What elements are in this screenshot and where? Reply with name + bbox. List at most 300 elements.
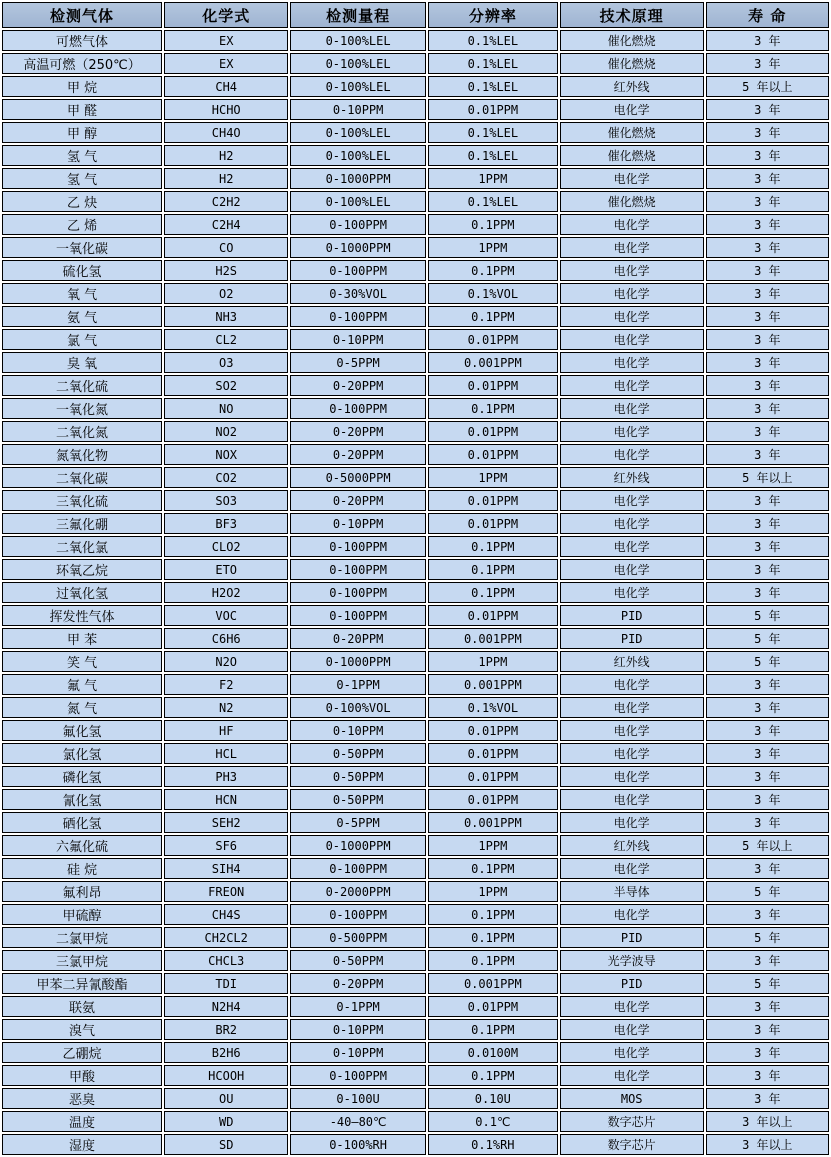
cell-gas: 湿度 — [2, 1134, 162, 1155]
cell-principle: 电化学 — [560, 858, 704, 879]
cell-lifespan: 3 年 — [706, 145, 829, 166]
cell-gas: 可燃气体 — [2, 30, 162, 51]
table-row — [2, 651, 829, 672]
cell-range: 0-20PPM — [290, 628, 426, 649]
cell-principle: 电化学 — [560, 352, 704, 373]
cell-resolution: 0.001PPM — [428, 352, 558, 373]
cell-formula: CH4 — [164, 76, 288, 97]
table-row — [2, 122, 829, 143]
cell-lifespan: 5 年 — [706, 927, 829, 948]
table-row — [2, 904, 829, 925]
table-row — [2, 743, 829, 764]
cell-gas: 恶臭 — [2, 1088, 162, 1109]
cell-lifespan: 5 年 — [706, 973, 829, 994]
table-row — [2, 536, 829, 557]
cell-resolution: 1PPM — [428, 237, 558, 258]
cell-resolution: 0.001PPM — [428, 628, 558, 649]
table-row — [2, 214, 829, 235]
cell-resolution: 0.1%LEL — [428, 122, 558, 143]
column-header-principle: 技术原理 — [560, 2, 704, 28]
cell-lifespan: 3 年 — [706, 306, 829, 327]
cell-gas: 二氧化氮 — [2, 421, 162, 442]
cell-resolution: 0.1PPM — [428, 559, 558, 580]
cell-gas: 二氧化硫 — [2, 375, 162, 396]
table-row — [2, 53, 829, 74]
cell-lifespan: 3 年 — [706, 559, 829, 580]
cell-range: 0-100%LEL — [290, 122, 426, 143]
cell-gas: 磷化氢 — [2, 766, 162, 787]
cell-range: 0-100%LEL — [290, 76, 426, 97]
cell-gas: 氰化氢 — [2, 789, 162, 810]
cell-gas: 氟化氢 — [2, 720, 162, 741]
cell-range: 0-50PPM — [290, 950, 426, 971]
cell-formula: HCOOH — [164, 1065, 288, 1086]
cell-formula: CO2 — [164, 467, 288, 488]
table-row — [2, 444, 829, 465]
cell-range: 0-20PPM — [290, 421, 426, 442]
cell-lifespan: 3 年 — [706, 674, 829, 695]
cell-range: 0-30%VOL — [290, 283, 426, 304]
cell-formula: SEH2 — [164, 812, 288, 833]
cell-formula: NOX — [164, 444, 288, 465]
cell-gas: 乙硼烷 — [2, 1042, 162, 1063]
cell-formula: EX — [164, 53, 288, 74]
cell-formula: TDI — [164, 973, 288, 994]
cell-formula: HCN — [164, 789, 288, 810]
cell-formula: SD — [164, 1134, 288, 1155]
cell-range: 0-100%LEL — [290, 191, 426, 212]
cell-range: 0-10PPM — [290, 720, 426, 741]
cell-lifespan: 3 年 — [706, 582, 829, 603]
cell-gas: 甲 烷 — [2, 76, 162, 97]
cell-principle: 电化学 — [560, 1065, 704, 1086]
cell-principle: 电化学 — [560, 1019, 704, 1040]
table-row — [2, 628, 829, 649]
cell-formula: H2O2 — [164, 582, 288, 603]
cell-range: 0-10PPM — [290, 329, 426, 350]
cell-lifespan: 3 年 — [706, 53, 829, 74]
cell-formula: BR2 — [164, 1019, 288, 1040]
cell-principle: 电化学 — [560, 490, 704, 511]
cell-range: 0-100PPM — [290, 214, 426, 235]
cell-range: 0-1000PPM — [290, 835, 426, 856]
table-row — [2, 99, 829, 120]
cell-formula: SO2 — [164, 375, 288, 396]
cell-resolution: 0.1%LEL — [428, 145, 558, 166]
cell-principle: 电化学 — [560, 168, 704, 189]
cell-principle: 电化学 — [560, 421, 704, 442]
cell-formula: CH4S — [164, 904, 288, 925]
cell-resolution: 1PPM — [428, 168, 558, 189]
cell-gas: 三氯甲烷 — [2, 950, 162, 971]
cell-range: 0-100PPM — [290, 559, 426, 580]
cell-principle: 催化燃烧 — [560, 145, 704, 166]
cell-gas: 氨 气 — [2, 306, 162, 327]
table-row — [2, 697, 829, 718]
table-row — [2, 490, 829, 511]
cell-formula: NH3 — [164, 306, 288, 327]
cell-range: 0-100PPM — [290, 582, 426, 603]
cell-range: 0-100PPM — [290, 605, 426, 626]
cell-range: 0-10PPM — [290, 1042, 426, 1063]
cell-lifespan: 3 年 — [706, 697, 829, 718]
cell-resolution: 1PPM — [428, 467, 558, 488]
table-row — [2, 1065, 829, 1086]
cell-lifespan: 3 年 — [706, 30, 829, 51]
cell-gas: 一氧化碳 — [2, 237, 162, 258]
cell-formula: HF — [164, 720, 288, 741]
header-row — [2, 2, 829, 28]
cell-gas: 甲 醛 — [2, 99, 162, 120]
cell-gas: 笑 气 — [2, 651, 162, 672]
cell-lifespan: 3 年 — [706, 513, 829, 534]
cell-resolution: 0.01PPM — [428, 766, 558, 787]
cell-gas: 挥发性气体 — [2, 605, 162, 626]
cell-gas: 乙 炔 — [2, 191, 162, 212]
cell-range: 0-100%VOL — [290, 697, 426, 718]
cell-formula: VOC — [164, 605, 288, 626]
table-row — [2, 559, 829, 580]
cell-resolution: 0.01PPM — [428, 605, 558, 626]
cell-range: 0-100%LEL — [290, 145, 426, 166]
cell-lifespan: 3 年 — [706, 99, 829, 120]
cell-range: 0-100PPM — [290, 260, 426, 281]
cell-resolution: 0.1PPM — [428, 260, 558, 281]
cell-gas: 甲 醇 — [2, 122, 162, 143]
cell-formula: SF6 — [164, 835, 288, 856]
table-row — [2, 1088, 829, 1109]
cell-gas: 过氧化氢 — [2, 582, 162, 603]
table-row — [2, 283, 829, 304]
cell-range: 0-10PPM — [290, 513, 426, 534]
cell-lifespan: 3 年 — [706, 421, 829, 442]
cell-formula: B2H6 — [164, 1042, 288, 1063]
cell-gas: 硅 烷 — [2, 858, 162, 879]
cell-formula: WD — [164, 1111, 288, 1132]
table-row — [2, 237, 829, 258]
cell-formula: CLO2 — [164, 536, 288, 557]
cell-range: 0-100%RH — [290, 1134, 426, 1155]
cell-range: 0-1PPM — [290, 674, 426, 695]
cell-range: 0-20PPM — [290, 375, 426, 396]
cell-range: 0-20PPM — [290, 973, 426, 994]
cell-resolution: 1PPM — [428, 835, 558, 856]
cell-principle: 电化学 — [560, 260, 704, 281]
table-row — [2, 605, 829, 626]
cell-resolution: 0.01PPM — [428, 99, 558, 120]
cell-resolution: 0.10U — [428, 1088, 558, 1109]
cell-gas: 联氨 — [2, 996, 162, 1017]
cell-principle: 电化学 — [560, 99, 704, 120]
cell-principle: 数字芯片 — [560, 1111, 704, 1132]
table-row — [2, 76, 829, 97]
cell-principle: 催化燃烧 — [560, 191, 704, 212]
cell-lifespan: 5 年 — [706, 605, 829, 626]
cell-formula: C6H6 — [164, 628, 288, 649]
cell-gas: 一氧化氮 — [2, 398, 162, 419]
table-row — [2, 582, 829, 603]
cell-range: 0-1000PPM — [290, 237, 426, 258]
cell-formula: CH2CL2 — [164, 927, 288, 948]
cell-formula: FREON — [164, 881, 288, 902]
cell-lifespan: 3 年 — [706, 214, 829, 235]
cell-range: 0-50PPM — [290, 789, 426, 810]
cell-principle: 电化学 — [560, 306, 704, 327]
cell-lifespan: 3 年 — [706, 743, 829, 764]
cell-resolution: 0.01PPM — [428, 743, 558, 764]
cell-formula: N2O — [164, 651, 288, 672]
cell-resolution: 0.1%LEL — [428, 76, 558, 97]
cell-formula: HCL — [164, 743, 288, 764]
cell-formula: N2 — [164, 697, 288, 718]
cell-principle: 电化学 — [560, 812, 704, 833]
table-row — [2, 1019, 829, 1040]
table-row — [2, 145, 829, 166]
cell-formula: ETO — [164, 559, 288, 580]
cell-principle: 红外线 — [560, 835, 704, 856]
cell-lifespan: 3 年 — [706, 237, 829, 258]
cell-resolution: 0.001PPM — [428, 812, 558, 833]
cell-lifespan: 3 年 — [706, 720, 829, 741]
table-row — [2, 329, 829, 350]
cell-formula: H2 — [164, 145, 288, 166]
cell-formula: HCHO — [164, 99, 288, 120]
cell-gas: 温度 — [2, 1111, 162, 1132]
cell-resolution: 0.01PPM — [428, 513, 558, 534]
cell-principle: 红外线 — [560, 651, 704, 672]
cell-principle: 电化学 — [560, 996, 704, 1017]
cell-resolution: 0.1PPM — [428, 306, 558, 327]
cell-gas: 氧 气 — [2, 283, 162, 304]
cell-range: 0-2000PPM — [290, 881, 426, 902]
cell-formula: O2 — [164, 283, 288, 304]
cell-gas: 硫化氢 — [2, 260, 162, 281]
cell-resolution: 0.0100M — [428, 1042, 558, 1063]
cell-range: 0-100%LEL — [290, 30, 426, 51]
cell-formula: PH3 — [164, 766, 288, 787]
cell-formula: O3 — [164, 352, 288, 373]
cell-resolution: 0.1PPM — [428, 927, 558, 948]
cell-lifespan: 3 年 — [706, 536, 829, 557]
cell-lifespan: 3 年 — [706, 329, 829, 350]
cell-lifespan: 3 年 — [706, 260, 829, 281]
cell-lifespan: 3 年 — [706, 191, 829, 212]
cell-range: 0-100PPM — [290, 858, 426, 879]
cell-range: 0-10PPM — [290, 99, 426, 120]
cell-range: 0-50PPM — [290, 743, 426, 764]
cell-resolution: 0.1%LEL — [428, 30, 558, 51]
cell-resolution: 0.01PPM — [428, 421, 558, 442]
cell-range: 0-20PPM — [290, 444, 426, 465]
table-row — [2, 766, 829, 787]
cell-resolution: 0.01PPM — [428, 490, 558, 511]
table-header — [2, 2, 829, 28]
cell-resolution: 0.1%LEL — [428, 191, 558, 212]
table-row — [2, 421, 829, 442]
table-row — [2, 950, 829, 971]
cell-lifespan: 3 年以上 — [706, 1111, 829, 1132]
cell-resolution: 0.01PPM — [428, 444, 558, 465]
cell-lifespan: 5 年 — [706, 651, 829, 672]
cell-gas: 二氧化碳 — [2, 467, 162, 488]
cell-lifespan: 3 年 — [706, 996, 829, 1017]
cell-principle: 电化学 — [560, 536, 704, 557]
cell-lifespan: 3 年 — [706, 1019, 829, 1040]
cell-formula: BF3 — [164, 513, 288, 534]
cell-lifespan: 3 年 — [706, 444, 829, 465]
cell-principle: 电化学 — [560, 582, 704, 603]
cell-principle: 半导体 — [560, 881, 704, 902]
table-row — [2, 168, 829, 189]
cell-range: 0-1000PPM — [290, 168, 426, 189]
cell-lifespan: 3 年 — [706, 950, 829, 971]
cell-principle: 电化学 — [560, 766, 704, 787]
cell-resolution: 1PPM — [428, 881, 558, 902]
cell-formula: C2H4 — [164, 214, 288, 235]
cell-resolution: 0.01PPM — [428, 329, 558, 350]
cell-gas: 高温可燃（250℃） — [2, 53, 162, 74]
cell-lifespan: 3 年 — [706, 858, 829, 879]
cell-lifespan: 5 年以上 — [706, 467, 829, 488]
cell-gas: 甲硫醇 — [2, 904, 162, 925]
table-row — [2, 398, 829, 419]
cell-principle: 电化学 — [560, 674, 704, 695]
cell-resolution: 0.01PPM — [428, 789, 558, 810]
cell-gas: 甲苯二异氰酸酯 — [2, 973, 162, 994]
cell-resolution: 0.1PPM — [428, 582, 558, 603]
cell-formula: H2S — [164, 260, 288, 281]
cell-formula: CH4O — [164, 122, 288, 143]
cell-formula: OU — [164, 1088, 288, 1109]
cell-principle: 催化燃烧 — [560, 30, 704, 51]
table-row — [2, 789, 829, 810]
cell-gas: 二氯甲烷 — [2, 927, 162, 948]
cell-gas: 氯 气 — [2, 329, 162, 350]
cell-range: 0-5PPM — [290, 812, 426, 833]
cell-lifespan: 5 年以上 — [706, 835, 829, 856]
table-row — [2, 1111, 829, 1132]
cell-gas: 臭 氧 — [2, 352, 162, 373]
cell-range: 0-20PPM — [290, 490, 426, 511]
cell-principle: 红外线 — [560, 467, 704, 488]
cell-resolution: 0.1PPM — [428, 1065, 558, 1086]
cell-principle: 电化学 — [560, 398, 704, 419]
cell-formula: N2H4 — [164, 996, 288, 1017]
cell-resolution: 0.1%VOL — [428, 697, 558, 718]
cell-lifespan: 3 年 — [706, 1042, 829, 1063]
cell-gas: 氮氧化物 — [2, 444, 162, 465]
cell-range: 0-100PPM — [290, 398, 426, 419]
column-header-gas: 检测气体 — [2, 2, 162, 28]
table-row — [2, 1134, 829, 1155]
cell-resolution: 0.1PPM — [428, 1019, 558, 1040]
cell-principle: 红外线 — [560, 76, 704, 97]
cell-range: 0-5PPM — [290, 352, 426, 373]
cell-principle: PID — [560, 605, 704, 626]
cell-formula: C2H2 — [164, 191, 288, 212]
cell-resolution: 0.001PPM — [428, 973, 558, 994]
cell-principle: PID — [560, 628, 704, 649]
cell-lifespan: 3 年 — [706, 122, 829, 143]
cell-range: 0-100PPM — [290, 536, 426, 557]
cell-gas: 环氧乙烷 — [2, 559, 162, 580]
cell-resolution: 0.1PPM — [428, 904, 558, 925]
table-row — [2, 513, 829, 534]
table-row — [2, 881, 829, 902]
cell-lifespan: 3 年 — [706, 904, 829, 925]
table-row — [2, 674, 829, 695]
cell-lifespan: 3 年 — [706, 490, 829, 511]
cell-range: 0-100PPM — [290, 1065, 426, 1086]
column-header-range: 检测量程 — [290, 2, 426, 28]
cell-principle: 电化学 — [560, 720, 704, 741]
cell-lifespan: 5 年以上 — [706, 76, 829, 97]
table-row — [2, 835, 829, 856]
cell-range: 0-100%LEL — [290, 53, 426, 74]
cell-lifespan: 5 年 — [706, 881, 829, 902]
table-row — [2, 927, 829, 948]
cell-gas: 三氟化硼 — [2, 513, 162, 534]
table-row — [2, 260, 829, 281]
cell-gas: 二氧化氯 — [2, 536, 162, 557]
cell-lifespan: 3 年 — [706, 1088, 829, 1109]
cell-gas: 乙 烯 — [2, 214, 162, 235]
cell-principle: 电化学 — [560, 1042, 704, 1063]
table-row — [2, 375, 829, 396]
cell-formula: CO — [164, 237, 288, 258]
table-row — [2, 858, 829, 879]
cell-gas: 氟 气 — [2, 674, 162, 695]
cell-resolution: 0.1PPM — [428, 398, 558, 419]
cell-formula: CL2 — [164, 329, 288, 350]
cell-resolution: 0.1PPM — [428, 214, 558, 235]
cell-principle: 电化学 — [560, 789, 704, 810]
cell-lifespan: 3 年 — [706, 375, 829, 396]
cell-lifespan: 3 年 — [706, 398, 829, 419]
column-header-resolution: 分辨率 — [428, 2, 558, 28]
cell-resolution: 0.01PPM — [428, 720, 558, 741]
table-row — [2, 352, 829, 373]
cell-resolution: 1PPM — [428, 651, 558, 672]
cell-range: 0-100U — [290, 1088, 426, 1109]
cell-principle: 电化学 — [560, 237, 704, 258]
cell-formula: SO3 — [164, 490, 288, 511]
cell-resolution: 0.1%VOL — [428, 283, 558, 304]
cell-resolution: 0.01PPM — [428, 996, 558, 1017]
cell-lifespan: 3 年 — [706, 168, 829, 189]
cell-gas: 甲 苯 — [2, 628, 162, 649]
cell-gas: 三氧化硫 — [2, 490, 162, 511]
cell-principle: 催化燃烧 — [560, 53, 704, 74]
cell-lifespan: 3 年 — [706, 812, 829, 833]
cell-range: 0-100PPM — [290, 904, 426, 925]
cell-range: -40—80℃ — [290, 1111, 426, 1132]
table-row — [2, 30, 829, 51]
cell-range: 0-500PPM — [290, 927, 426, 948]
cell-gas: 氯化氢 — [2, 743, 162, 764]
cell-range: 0-100PPM — [290, 306, 426, 327]
cell-resolution: 0.01PPM — [428, 375, 558, 396]
table-row — [2, 191, 829, 212]
cell-lifespan: 5 年 — [706, 628, 829, 649]
cell-gas: 溴气 — [2, 1019, 162, 1040]
cell-resolution: 0.1PPM — [428, 858, 558, 879]
cell-formula: EX — [164, 30, 288, 51]
cell-principle: 电化学 — [560, 444, 704, 465]
cell-lifespan: 3 年 — [706, 1065, 829, 1086]
cell-resolution: 0.001PPM — [428, 674, 558, 695]
cell-gas: 氟利昂 — [2, 881, 162, 902]
